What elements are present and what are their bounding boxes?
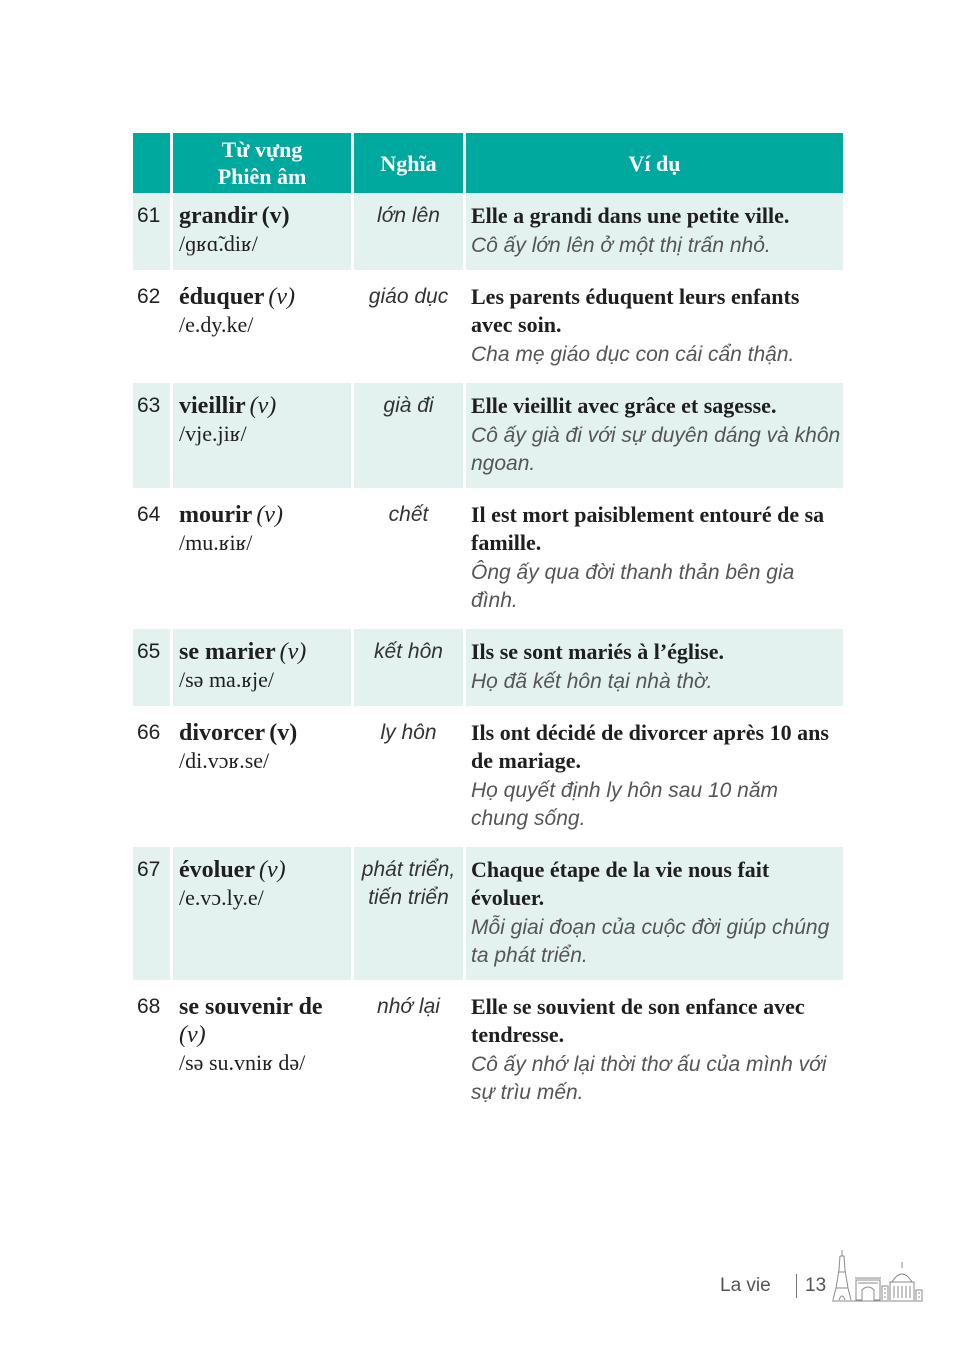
french-word: éduquer [179, 284, 265, 310]
example-cell [466, 383, 843, 492]
example-cell [466, 710, 843, 847]
french-word: évoluer [179, 857, 255, 883]
example-cell [466, 274, 843, 383]
header-word-line1: Từ vựng [221, 137, 303, 162]
meaning-cell [354, 847, 466, 984]
header-meaning: Nghĩa [354, 133, 466, 193]
example-cell [466, 984, 843, 1121]
row-number: 63 [133, 383, 173, 492]
header-number [133, 133, 173, 193]
row-number: 65 [133, 629, 173, 710]
french-word: vieillir [179, 393, 246, 419]
word-cell [173, 984, 354, 1121]
part-of-speech: (v) [261, 203, 290, 229]
part-of-speech: (v) [256, 502, 283, 528]
example-vietnamese: Cô ấy lớn lên ở một thị trấn nhỏ. [471, 234, 771, 257]
meaning-cell [354, 383, 466, 492]
meaning-cell [354, 274, 466, 383]
meaning-cell [354, 492, 466, 629]
word-cell [173, 492, 354, 629]
vietnamese-meaning: chết [388, 503, 429, 526]
word-cell [173, 629, 354, 710]
example-cell [466, 847, 843, 984]
example-french: Ils se sont mariés à l’église. [471, 639, 724, 664]
phonetic-transcription: /ɡʁɑ̃.diʁ/ [179, 231, 258, 256]
french-word: se souvenir de [179, 994, 323, 1020]
french-word: se marier [179, 639, 276, 665]
header-word-line2: Phiên âm [217, 164, 307, 189]
phonetic-transcription: /sə su.vniʁ də/ [179, 1050, 306, 1075]
word-cell [173, 847, 354, 984]
phonetic-transcription: /vje.jiʁ/ [179, 421, 247, 446]
row-number: 64 [133, 492, 173, 629]
example-vietnamese: Mỗi giai đoạn của cuộc đời giúp chúng ta phát triển. [471, 916, 830, 967]
phonetic-transcription: /e.vɔ.ly.e/ [179, 885, 264, 910]
word-cell [173, 274, 354, 383]
french-word: divorcer [179, 720, 266, 746]
example-cell [466, 193, 843, 274]
example-cell [466, 492, 843, 629]
example-french: Les parents éduquent leurs enfants avec soin. [471, 284, 800, 337]
meaning-cell [354, 710, 466, 847]
vietnamese-meaning: lớn lên [377, 204, 440, 227]
example-french: Elle a grandi dans une petite ville. [471, 203, 790, 228]
example-vietnamese: Họ quyết định ly hôn sau 10 năm chung sống. [471, 779, 779, 830]
example-vietnamese: Cô ấy nhớ lại thời thơ ấu của mình với sự trìu mến. [471, 1053, 827, 1104]
paris-skyline-icon [832, 1248, 924, 1304]
phonetic-transcription: /e.dy.ke/ [179, 312, 254, 337]
example-vietnamese: Cha mẹ giáo dục con cái cẩn thận. [471, 343, 795, 366]
table-row [133, 629, 843, 710]
phonetic-transcription: /sə ma.ʁje/ [179, 667, 275, 692]
word-cell [173, 193, 354, 274]
footer-divider [796, 1274, 797, 1298]
part-of-speech: (v) [279, 639, 307, 665]
meaning-cell [354, 984, 466, 1121]
row-number: 68 [133, 984, 173, 1121]
vietnamese-meaning: nhớ lại [377, 995, 440, 1018]
example-cell [466, 629, 843, 710]
header-word [173, 133, 354, 193]
page-number: 13 [805, 1275, 827, 1296]
meaning-cell [354, 193, 466, 274]
french-word: mourir [179, 502, 253, 528]
part-of-speech: (v) [269, 720, 298, 746]
example-french: Chaque étape de la vie nous fait évoluer. [471, 857, 770, 910]
example-french: Elle vieillit avec grâce et sagesse. [471, 393, 777, 418]
part-of-speech: (v) [268, 284, 295, 310]
row-number: 66 [133, 710, 173, 847]
header-example: Ví dụ [466, 133, 843, 193]
vietnamese-meaning: kết hôn [374, 640, 443, 663]
example-french: Elle se souvient de son enfance avec tendresse. [471, 994, 805, 1047]
phonetic-transcription: /mu.ʁiʁ/ [179, 530, 253, 555]
word-cell [173, 383, 354, 492]
table-row [133, 383, 843, 492]
phonetic-transcription: /di.vɔʁ.se/ [179, 748, 270, 773]
vietnamese-meaning: ly hôn [380, 721, 437, 744]
part-of-speech: (v) [249, 393, 277, 419]
table-row [133, 193, 843, 274]
vietnamese-meaning: phát triển, tiến triển [361, 858, 456, 909]
row-number: 62 [133, 274, 173, 383]
word-cell [173, 710, 354, 847]
part-of-speech: (v) [258, 857, 286, 883]
french-word: grandir [179, 203, 258, 229]
row-number: 67 [133, 847, 173, 984]
table-row [133, 274, 843, 383]
footer-chapter-title: La vie [720, 1275, 771, 1296]
row-number: 61 [133, 193, 173, 274]
vocabulary-table [133, 133, 843, 1121]
table-header-row [133, 133, 843, 193]
vietnamese-meaning: già đi [383, 394, 434, 417]
example-vietnamese: Họ đã kết hôn tại nhà thờ. [471, 670, 713, 693]
part-of-speech: (v) [179, 1022, 206, 1048]
example-french: Ils ont décidé de divorcer après 10 ans de mariage. [471, 720, 829, 773]
example-french: Il est mort paisiblement entouré de sa famille. [471, 502, 825, 555]
table-row [133, 984, 843, 1121]
example-vietnamese: Cô ấy già đi với sự duyên dáng và khôn ngoan. [471, 424, 841, 475]
meaning-cell [354, 629, 466, 710]
table-row [133, 710, 843, 847]
table-row [133, 492, 843, 629]
vietnamese-meaning: giáo dục [368, 285, 449, 308]
example-vietnamese: Ông ấy qua đời thanh thản bên gia đình. [471, 561, 795, 612]
table-row [133, 847, 843, 984]
